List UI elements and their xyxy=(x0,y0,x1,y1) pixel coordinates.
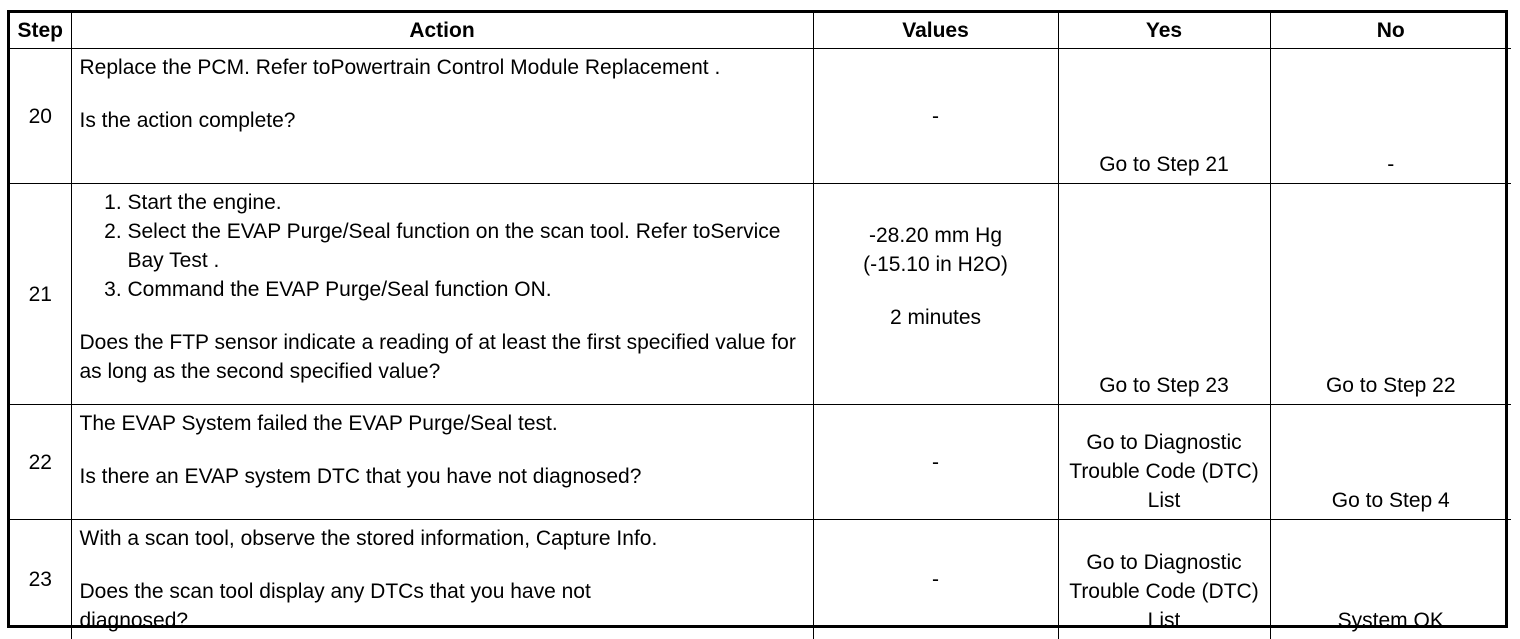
action-text: With a scan tool, observe the stored information, Capture Info. xyxy=(80,524,803,553)
value-pressure-inh2o: (-15.10 in H2O) xyxy=(820,250,1052,279)
action-steps-list xyxy=(80,188,803,304)
table-row xyxy=(10,520,1511,639)
values-cell: - xyxy=(813,405,1058,520)
value-pressure-mmhg: -28.20 mm Hg xyxy=(820,221,1052,250)
diagnostic-table-frame xyxy=(7,10,1508,628)
values-cell: - xyxy=(813,520,1058,639)
action-question: Does the scan tool display any DTCs that you have not diagnosed? xyxy=(80,577,803,635)
action-cell xyxy=(71,405,813,520)
yes-cell: Go to Diagnostic Trouble Code (DTC) List xyxy=(1058,520,1270,639)
action-text: Replace the PCM. Refer toPowertrain Control Module Replacement . xyxy=(80,53,803,82)
yes-cell: Go to Diagnostic Trouble Code (DTC) List xyxy=(1058,405,1270,520)
value-duration: 2 minutes xyxy=(820,303,1052,332)
no-cell: Go to Step 4 xyxy=(1270,405,1511,520)
yes-cell: Go to Step 21 xyxy=(1058,49,1270,184)
action-cell xyxy=(71,520,813,639)
list-item: 2. Select the EVAP Purge/Seal function on the scan tool. Refer toService Bay Test . xyxy=(128,217,803,275)
table-row xyxy=(10,405,1511,520)
no-cell: System OK xyxy=(1270,520,1511,639)
step-number: 23 xyxy=(10,520,71,639)
no-cell: - xyxy=(1270,49,1511,184)
step-number: 21 xyxy=(10,184,71,405)
values-cell xyxy=(813,184,1058,405)
list-item: 1. Start the engine. xyxy=(128,188,803,217)
action-cell xyxy=(71,184,813,405)
step-number: 22 xyxy=(10,405,71,520)
header-no: No xyxy=(1270,13,1511,49)
yes-cell: Go to Step 23 xyxy=(1058,184,1270,405)
header-action: Action xyxy=(71,13,813,49)
header-values: Values xyxy=(813,13,1058,49)
step-number: 20 xyxy=(10,49,71,184)
header-yes: Yes xyxy=(1058,13,1270,49)
action-cell xyxy=(71,49,813,184)
action-question: Is the action complete? xyxy=(80,106,803,135)
diagnostic-table xyxy=(10,13,1511,639)
no-cell: Go to Step 22 xyxy=(1270,184,1511,405)
header-step: Step xyxy=(10,13,71,49)
table-row xyxy=(10,184,1511,405)
action-question: Does the FTP sensor indicate a reading of at least the first specified value for as long as the second specified value? xyxy=(80,328,803,386)
table-row xyxy=(10,49,1511,184)
header-row xyxy=(10,13,1511,49)
action-text: The EVAP System failed the EVAP Purge/Seal test. xyxy=(80,409,803,438)
values-cell: - xyxy=(813,49,1058,184)
action-question: Is there an EVAP system DTC that you have not diagnosed? xyxy=(80,462,803,491)
list-item: 3. Command the EVAP Purge/Seal function ON. xyxy=(128,275,803,304)
